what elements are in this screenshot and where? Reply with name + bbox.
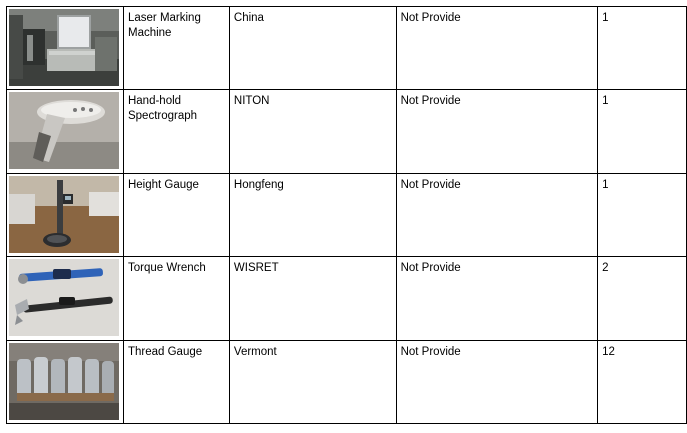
photo-cell: [7, 340, 124, 423]
equipment-name: Thread Gauge: [123, 340, 229, 423]
equipment-manufacturer: Hongfeng: [229, 173, 396, 256]
equipment-quantity: 12: [598, 340, 687, 423]
equipment-manufacturer: WISRET: [229, 257, 396, 340]
equipment-manufacturer: Vermont: [229, 340, 396, 423]
equipment-model: Not Provide: [396, 90, 598, 173]
equipment-model: Not Provide: [396, 257, 598, 340]
equipment-name: Height Gauge: [123, 173, 229, 256]
equipment-quantity: 1: [598, 7, 687, 90]
table-row: [7, 90, 687, 173]
photo-cell: [7, 7, 124, 90]
equipment-model: Not Provide: [396, 173, 598, 256]
photo-cell: [7, 257, 124, 340]
equipment-manufacturer: NITON: [229, 90, 396, 173]
laser-marking-machine-photo: [9, 9, 119, 86]
photo-cell: [7, 173, 124, 256]
equipment-name: Hand-hold Spectrograph: [123, 90, 229, 173]
thread-gauge-photo: [9, 343, 119, 420]
equipment-name: Torque Wrench: [123, 257, 229, 340]
equipment-quantity: 1: [598, 90, 687, 173]
equipment-quantity: 2: [598, 257, 687, 340]
handheld-spectrograph-photo: [9, 92, 119, 169]
equipment-model: Not Provide: [396, 340, 598, 423]
equipment-manufacturer: China: [229, 7, 396, 90]
table-row: [7, 257, 687, 340]
table-row: [7, 7, 687, 90]
height-gauge-photo: [9, 176, 119, 253]
equipment-table: [6, 6, 687, 424]
photo-cell: [7, 90, 124, 173]
equipment-model: Not Provide: [396, 7, 598, 90]
table-row: [7, 173, 687, 256]
equipment-quantity: 1: [598, 173, 687, 256]
table-row: [7, 340, 687, 423]
torque-wrench-photo: [9, 259, 119, 336]
equipment-name: Laser Marking Machine: [123, 7, 229, 90]
